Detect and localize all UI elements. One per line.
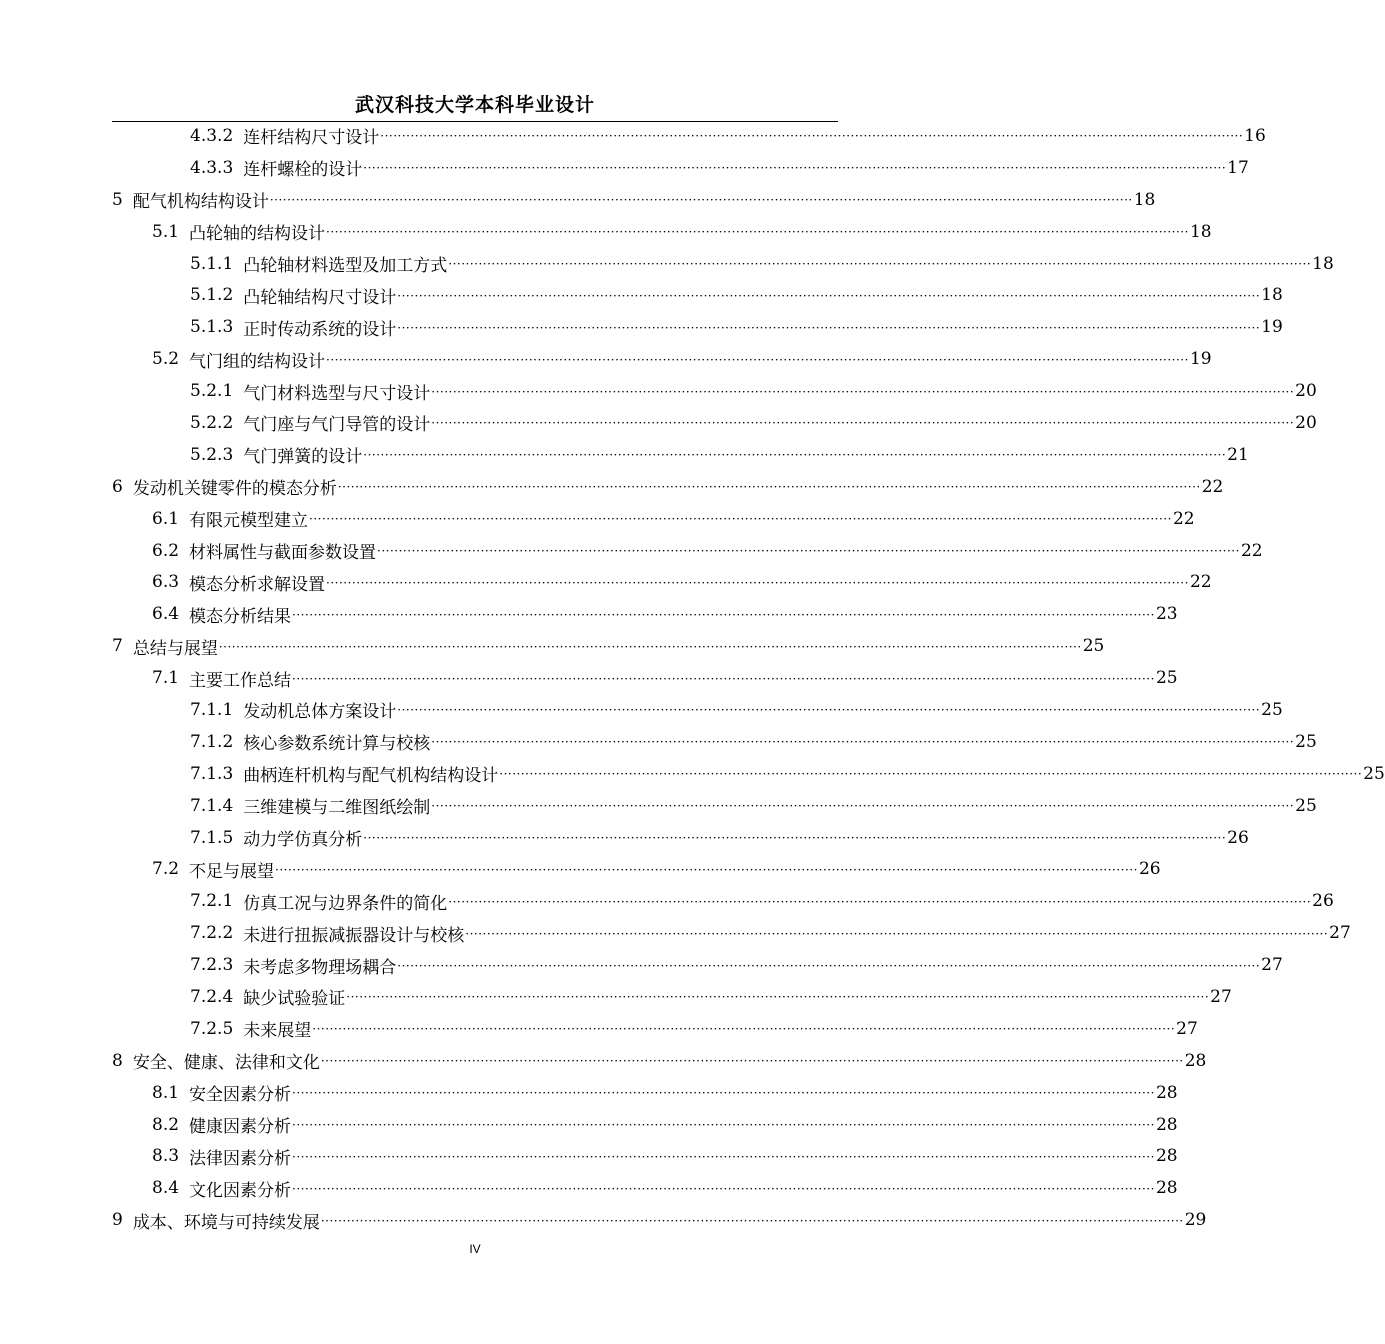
toc-entry-number: 8 xyxy=(112,1050,123,1071)
toc-dot-leader: ········································································································································································································ xyxy=(380,129,1244,144)
toc-entry[interactable] xyxy=(112,662,1178,694)
toc-entry-number: 8.1 xyxy=(152,1082,180,1103)
toc-entry-title: 核心参数系统计算与校核 xyxy=(243,734,431,755)
toc-dot-leader: ········································································································································································································ xyxy=(465,926,1329,941)
toc-entry[interactable] xyxy=(112,1141,1178,1173)
toc-entry-page: 23 xyxy=(1155,604,1178,625)
toc-entry-number: 9 xyxy=(112,1210,123,1231)
toc-entry-title: 气门座与气门导管的设计 xyxy=(243,415,431,436)
toc-entry[interactable] xyxy=(112,535,1263,567)
toc-entry-number: 7.1.3 xyxy=(190,763,234,784)
toc-dot-leader: ········································································································································································································ xyxy=(292,1149,1155,1164)
toc-entry-number: 5.2.3 xyxy=(190,444,234,465)
toc-entry-title: 模态分析求解设置 xyxy=(189,574,326,595)
toc-entry-number: 4.3.3 xyxy=(190,157,234,178)
toc-entry[interactable] xyxy=(112,375,1317,407)
toc-entry[interactable] xyxy=(112,694,1283,726)
toc-entry-number: 5.1 xyxy=(152,221,180,242)
toc-entry-title: 未来展望 xyxy=(243,1021,312,1042)
toc-entry-title: 曲柄连杆机构与配气机构结构设计 xyxy=(243,766,499,787)
toc-dot-leader: ········································································································································································································ xyxy=(326,225,1189,240)
toc-entry-page: 16 xyxy=(1244,125,1266,146)
toc-entry-number: 8.4 xyxy=(152,1178,180,1199)
toc-entry-page: 27 xyxy=(1176,1018,1198,1039)
toc-entry[interactable] xyxy=(112,1109,1178,1141)
toc-entry-number: 7.2.3 xyxy=(190,955,234,976)
toc-entry-number: 5.1.3 xyxy=(190,317,234,338)
toc-entry-number: 7.1.4 xyxy=(190,795,234,816)
toc-entry-title: 模态分析结果 xyxy=(189,606,292,627)
toc-entry-number: 7.1 xyxy=(152,668,180,689)
toc-entry-page: 25 xyxy=(1155,668,1178,689)
toc-entry-number: 7.2.4 xyxy=(190,986,234,1007)
toc-entry[interactable] xyxy=(112,853,1161,885)
toc-entry[interactable] xyxy=(112,1013,1198,1045)
toc-entry-page: 27 xyxy=(1210,986,1232,1007)
page-number: IV xyxy=(469,1242,481,1256)
toc-dot-leader: ········································································································································································································ xyxy=(218,639,1082,654)
toc-entry-number: 7.2.5 xyxy=(190,1018,234,1039)
toc-entry-title: 正时传动系统的设计 xyxy=(243,319,397,340)
toc-dot-leader: ········································································································································································································ xyxy=(363,448,1227,463)
toc-dot-leader: ········································································································································································································ xyxy=(320,1213,1184,1228)
toc-dot-leader: ········································································································································································································ xyxy=(397,703,1261,718)
toc-entry-page: 25 xyxy=(1082,636,1105,657)
toc-entry[interactable] xyxy=(112,598,1178,630)
toc-entry-number: 6.1 xyxy=(152,508,180,529)
toc-entry-number: 8.2 xyxy=(152,1114,180,1135)
toc-dot-leader: ········································································································································································································ xyxy=(292,671,1155,686)
toc-entry[interactable] xyxy=(112,407,1317,439)
toc-entry-page: 27 xyxy=(1261,955,1283,976)
toc-entry[interactable] xyxy=(112,885,1334,917)
toc-entry-page: 18 xyxy=(1133,189,1156,210)
table-of-contents xyxy=(112,120,1385,1236)
toc-entry[interactable] xyxy=(112,790,1317,822)
toc-entry-number: 5.1.2 xyxy=(190,285,234,306)
toc-entry-page: 26 xyxy=(1227,827,1249,848)
toc-dot-leader: ········································································································································································································ xyxy=(499,767,1363,782)
toc-entry[interactable] xyxy=(112,1045,1207,1077)
toc-entry-page: 17 xyxy=(1227,157,1249,178)
toc-entry-title: 未进行扭振减振器设计与校核 xyxy=(243,925,465,946)
toc-entry-number: 6.3 xyxy=(152,572,180,593)
toc-dot-leader: ········································································································································································································ xyxy=(275,862,1138,877)
toc-entry-number: 5.2.1 xyxy=(190,381,234,402)
toc-dot-leader: ········································································································································································································ xyxy=(320,1054,1184,1069)
toc-entry-number: 6.2 xyxy=(152,540,180,561)
toc-entry-page: 25 xyxy=(1261,699,1283,720)
toc-entry-number: 5.2 xyxy=(152,349,180,370)
toc-entry-page: 18 xyxy=(1261,285,1283,306)
toc-entry-page: 25 xyxy=(1363,763,1385,784)
toc-entry-page: 22 xyxy=(1172,508,1195,529)
toc-entry-title: 发动机关键零件的模态分析 xyxy=(132,479,337,500)
toc-entry-number: 5.2.2 xyxy=(190,412,234,433)
toc-entry-page: 26 xyxy=(1312,891,1334,912)
toc-entry[interactable] xyxy=(112,917,1351,949)
toc-entry-title: 连杆结构尺寸设计 xyxy=(243,128,380,149)
toc-entry-title: 三维建模与二维图纸绘制 xyxy=(243,798,431,819)
toc-entry[interactable] xyxy=(112,343,1212,375)
toc-entry-title: 缺少试验验证 xyxy=(243,989,346,1010)
toc-dot-leader: ········································································································································································································ xyxy=(337,480,1201,495)
toc-entry[interactable] xyxy=(112,1204,1207,1236)
toc-entry-page: 28 xyxy=(1155,1146,1178,1167)
toc-entry-number: 7.1.2 xyxy=(190,731,234,752)
toc-entry-number: 4.3.2 xyxy=(190,125,234,146)
toc-entry-number: 7.2 xyxy=(152,859,180,880)
toc-entry-title: 发动机总体方案设计 xyxy=(243,702,397,723)
toc-entry[interactable] xyxy=(112,1077,1178,1109)
toc-entry-title: 配气机构结构设计 xyxy=(132,192,269,213)
toc-entry-title: 凸轮轴材料选型及加工方式 xyxy=(243,256,448,276)
toc-entry-page: 18 xyxy=(1189,221,1212,242)
toc-entry-page: 25 xyxy=(1295,795,1317,816)
toc-entry-page: 22 xyxy=(1201,476,1224,497)
toc-entry-title: 不足与展望 xyxy=(189,861,275,882)
toc-entry-number: 5.1.1 xyxy=(190,253,234,274)
toc-entry[interactable] xyxy=(112,439,1249,471)
toc-entry-page: 20 xyxy=(1295,381,1317,402)
toc-entry-page: 29 xyxy=(1184,1210,1207,1231)
toc-dot-leader: ········································································································································································································ xyxy=(377,544,1240,559)
toc-entry-number: 7.2.1 xyxy=(190,891,234,912)
toc-entry-title: 成本、环境与可持续发展 xyxy=(132,1212,320,1233)
toc-dot-leader: ········································································································································································································ xyxy=(346,990,1210,1005)
toc-entry-page: 18 xyxy=(1312,253,1334,274)
toc-dot-leader: ········································································································································································································ xyxy=(292,607,1155,622)
toc-entry-title: 动力学仿真分析 xyxy=(243,830,363,851)
toc-dot-leader: ········································································································································································································ xyxy=(397,958,1261,973)
toc-dot-leader: ········································································································································································································ xyxy=(326,352,1189,367)
toc-entry-page: 28 xyxy=(1155,1178,1178,1199)
toc-entry[interactable] xyxy=(112,120,1266,152)
toc-entry-title: 材料属性与截面参数设置 xyxy=(189,543,377,564)
toc-entry-page: 25 xyxy=(1295,731,1317,752)
toc-dot-leader: ········································································································································································································ xyxy=(397,288,1261,303)
toc-dot-leader: ········································································································································································································ xyxy=(397,320,1261,335)
toc-entry-number: 7 xyxy=(112,636,123,657)
toc-entry-title: 有限元模型建立 xyxy=(189,511,309,532)
toc-entry-page: 28 xyxy=(1155,1082,1178,1103)
toc-entry-title: 未考虑多物理场耦合 xyxy=(243,957,397,978)
toc-dot-leader: ········································································································································································································ xyxy=(309,512,1172,527)
toc-dot-leader: ········································································································································································································ xyxy=(431,735,1295,750)
toc-dot-leader: ········································································································································································································ xyxy=(326,575,1189,590)
toc-entry-title: 凸轮轴的结构设计 xyxy=(189,224,326,245)
toc-entry-page: 28 xyxy=(1184,1050,1207,1071)
toc-dot-leader: ········································································································································································································ xyxy=(363,161,1227,176)
toc-entry-title: 安全因素分析 xyxy=(189,1085,292,1106)
toc-entry[interactable] xyxy=(112,981,1232,1013)
toc-entry-number: 6.4 xyxy=(152,604,180,625)
toc-entry-title: 气门材料选型与尺寸设计 xyxy=(243,383,431,404)
toc-dot-leader: ········································································································································································································ xyxy=(312,1022,1176,1037)
toc-entry[interactable] xyxy=(112,1172,1178,1204)
toc-entry-page: 19 xyxy=(1261,317,1283,338)
toc-entry-page: 19 xyxy=(1189,349,1212,370)
toc-dot-leader: ········································································································································································································ xyxy=(269,193,1133,208)
toc-entry[interactable] xyxy=(112,152,1249,184)
toc-entry-page: 27 xyxy=(1329,923,1351,944)
toc-entry[interactable] xyxy=(112,822,1249,854)
toc-entry-title: 法律因素分析 xyxy=(189,1148,292,1169)
toc-entry-number: 7.2.2 xyxy=(190,923,234,944)
toc-entry[interactable] xyxy=(112,758,1385,790)
toc-entry-number: 8.3 xyxy=(152,1146,180,1167)
toc-dot-leader: ········································································································································································································ xyxy=(448,257,1312,271)
toc-entry[interactable] xyxy=(112,216,1212,248)
toc-entry[interactable] xyxy=(112,566,1212,598)
toc-entry-title: 主要工作总结 xyxy=(189,670,292,691)
toc-entry-title: 仿真工况与边界条件的简化 xyxy=(243,893,448,914)
toc-entry-page: 26 xyxy=(1138,859,1161,880)
toc-entry-title: 健康因素分析 xyxy=(189,1117,292,1138)
toc-entry[interactable] xyxy=(112,471,1224,503)
toc-entry-number: 7.1.5 xyxy=(190,827,234,848)
toc-entry-title: 文化因素分析 xyxy=(189,1180,292,1201)
toc-entry-number: 6 xyxy=(112,476,123,497)
toc-entry[interactable] xyxy=(112,248,1334,280)
toc-dot-leader: ········································································································································································································ xyxy=(292,1181,1155,1196)
toc-entry[interactable] xyxy=(112,184,1156,216)
toc-entry-page: 21 xyxy=(1227,444,1249,465)
toc-entry-title: 凸轮轴结构尺寸设计 xyxy=(243,287,397,308)
toc-entry-title: 连杆螺栓的设计 xyxy=(243,160,363,181)
toc-dot-leader: ········································································································································································································ xyxy=(431,799,1295,814)
toc-entry[interactable] xyxy=(112,630,1105,662)
toc-entry-page: 22 xyxy=(1240,540,1263,561)
toc-entry-title: 气门弹簧的设计 xyxy=(243,447,363,468)
toc-entry[interactable] xyxy=(112,279,1283,311)
toc-entry-number: 5 xyxy=(112,189,123,210)
toc-entry-page: 28 xyxy=(1155,1114,1178,1135)
toc-entry-title: 总结与展望 xyxy=(132,638,218,659)
toc-entry[interactable] xyxy=(112,726,1317,758)
toc-entry[interactable] xyxy=(112,311,1283,343)
toc-entry-title: 气门组的结构设计 xyxy=(189,351,326,372)
toc-entry[interactable] xyxy=(112,503,1195,535)
toc-dot-leader: ········································································································································································································ xyxy=(292,1118,1155,1133)
toc-entry-title: 安全、健康、法律和文化 xyxy=(132,1053,320,1074)
toc-entry-page: 22 xyxy=(1189,572,1212,593)
toc-entry-number: 7.1.1 xyxy=(190,699,234,720)
toc-dot-leader: ········································································································································································································ xyxy=(363,831,1227,846)
toc-dot-leader: ········································································································································································································ xyxy=(292,1086,1155,1101)
toc-entry-page: 20 xyxy=(1295,412,1317,433)
toc-dot-leader: ········································································································································································································ xyxy=(431,384,1295,399)
page-header: 武汉科技大学本科毕业设计 xyxy=(354,94,595,116)
toc-dot-leader: ········································································································································································································ xyxy=(448,894,1312,909)
toc-entry[interactable] xyxy=(112,949,1283,981)
toc-dot-leader: ········································································································································································································ xyxy=(431,416,1295,431)
